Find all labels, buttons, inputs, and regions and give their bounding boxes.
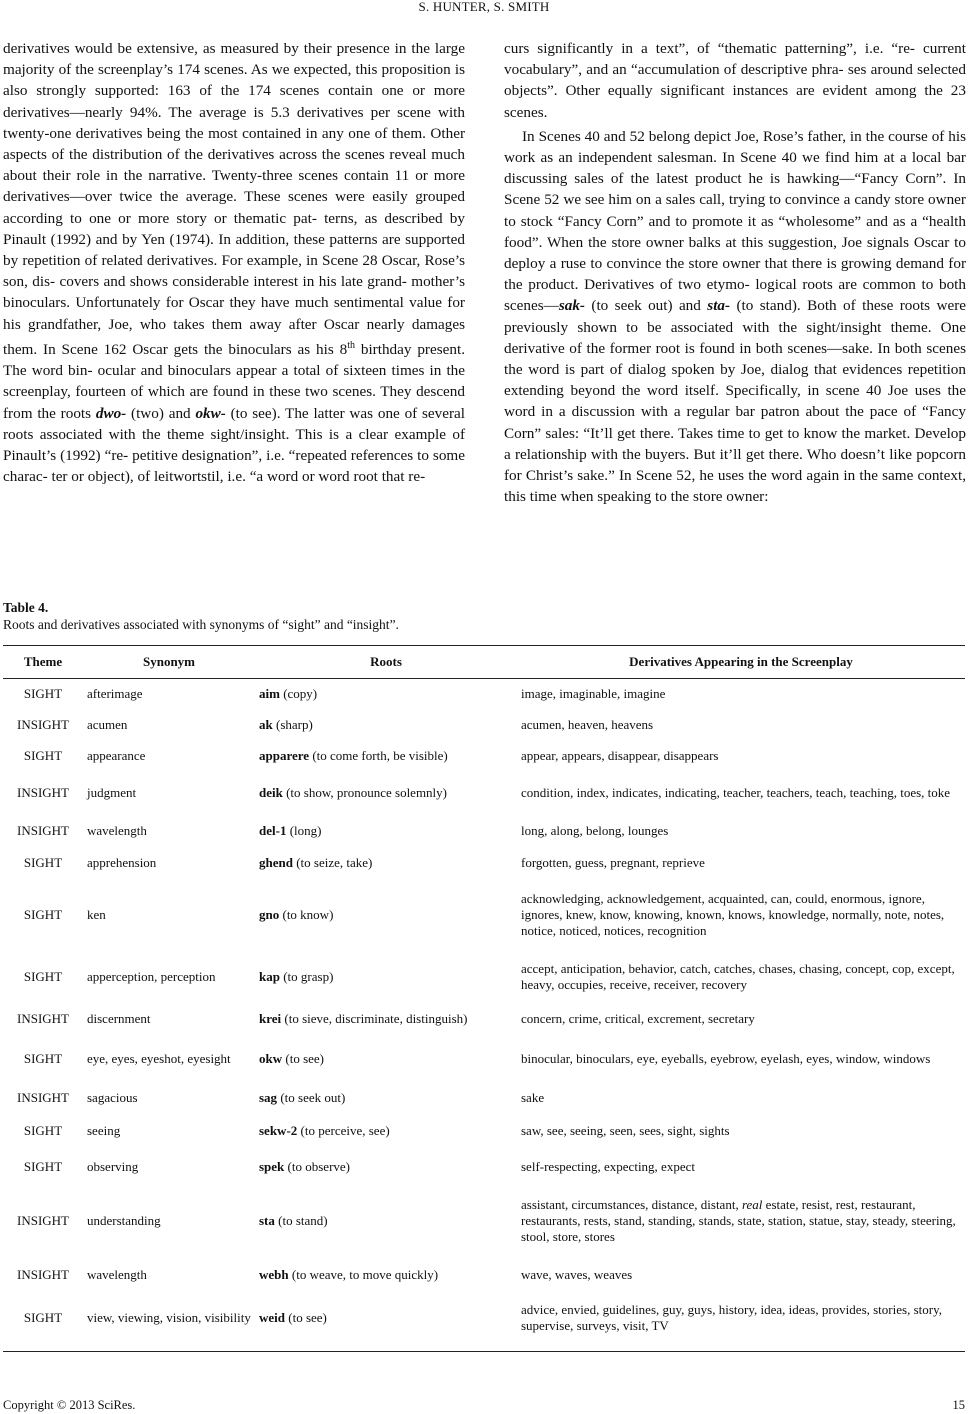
cell-synonym: wavelength	[87, 822, 147, 838]
root-gloss: (to know)	[279, 906, 334, 922]
root-gloss: (to seize, take)	[292, 854, 373, 870]
cell-root	[255, 772, 517, 815]
cell-root	[255, 879, 517, 951]
cell-synonym: apperception, perception	[87, 968, 216, 984]
text-run: (to stand). Both of these roots were previously shown to be associated with the sight/insight theme. One derivative of the former root is found in both scenes—sake. In both scenes the word is part of dialog spoken by Joe, dialog that evidences repetition extending beyond the word itself. Specifically, in scene 40 Joe uses the word in a discussion with a regular bar patron about the pace of “Fancy Corn” sales: “It’ll get there. Takes time to get to know the market. Develop a relationship with the buyers. But it’ll get there. Who doesn’t like popcorn for Christ’s sake.” In Scene 52, he uses the word again in the same context, this time when speaking to the store owner:	[504, 297, 967, 506]
cell-root	[255, 1035, 517, 1083]
cell-theme: SIGHT	[23, 906, 63, 922]
cell-derivatives: wave, waves, weaves	[521, 1266, 633, 1282]
root-gloss: (to see)	[285, 1309, 327, 1325]
root-gloss: (to grasp)	[279, 968, 334, 984]
cell-derivatives: image, imaginable, imagine	[521, 686, 666, 702]
cell-root	[255, 679, 517, 710]
cell-theme: SIGHT	[23, 968, 63, 984]
table-row	[3, 1149, 965, 1185]
table-row	[3, 1113, 965, 1149]
cell-derivatives: advice, envied, guidelines, guy, guys, history, idea, ideas, provides, stories, story, supervise, surveys, visit, TV	[517, 1292, 965, 1352]
table-row	[3, 1083, 965, 1113]
cell-synonym: discernment	[87, 1010, 151, 1026]
cell-theme: INSIGHT	[17, 1213, 69, 1228]
table-number: Table 4.	[3, 600, 49, 615]
text-run: (to seek out) and	[584, 297, 708, 315]
root-term: dwo-	[95, 404, 127, 422]
header-synonym: Synonym	[83, 646, 255, 679]
cell-theme: INSIGHT	[17, 785, 69, 800]
cell-synonym: judgment	[87, 785, 137, 800]
running-header: S. HUNTER, S. SMITH	[418, 0, 550, 14]
root-term: sta-	[707, 297, 731, 315]
cell-root	[255, 741, 517, 772]
cell-synonym: seeing	[87, 1122, 121, 1138]
cell-derivatives: appear, appears, disappear, disappears	[521, 748, 719, 763]
root-gloss: (to stand)	[274, 1213, 328, 1228]
header-roots: Roots	[255, 646, 517, 679]
cell-root	[255, 847, 517, 879]
cell-derivatives: sake	[521, 1089, 545, 1105]
cell-root	[255, 1258, 517, 1292]
table-caption-text: Roots and derivatives associated with synonyms of “sight” and “insight”.	[3, 617, 399, 632]
left-paragraph	[3, 38, 465, 487]
cell-synonym: wavelength	[87, 1266, 147, 1282]
cell-root	[255, 815, 517, 847]
root-term: okw	[259, 1050, 283, 1066]
root-gloss: (to see)	[282, 1050, 324, 1066]
root-gloss: (long)	[286, 822, 322, 838]
italic-word: real	[741, 1197, 763, 1212]
cell-theme: SIGHT	[3, 1292, 83, 1352]
root-term: deik	[259, 785, 283, 800]
table-row	[3, 951, 965, 1003]
table-row	[3, 879, 965, 951]
root-term: apparere	[259, 748, 310, 763]
table-row	[3, 1258, 965, 1292]
cell-root	[255, 1083, 517, 1113]
cell-root	[255, 1113, 517, 1149]
root-term: weid	[259, 1309, 285, 1325]
right-paragraph-1: curs significantly in a text”, of “thematic patterning”, i.e. “re- current vocabulary”, and an “accumulation of descriptive phra- ses around selected objects”. Other equally significant instances are evident among the 23 scenes.	[504, 40, 966, 121]
root-gloss: (sharp)	[272, 717, 313, 732]
text-run: birthday present. The word bin- ocular and binoculars appear a total of sixteen times in the screenplay, fourteen of which are found in these two scenes. They descend from the roots	[3, 340, 465, 422]
table-row	[3, 1185, 965, 1258]
cell-synonym: sagacious	[87, 1089, 138, 1105]
text-run: (two) and	[126, 404, 196, 422]
table-row	[3, 679, 965, 710]
table-row	[3, 1292, 965, 1352]
cell-theme: INSIGHT	[17, 1266, 69, 1282]
root-term: ghend	[259, 854, 293, 870]
root-gloss: (to weave, to move quickly)	[288, 1266, 439, 1282]
root-term: sekw-2	[259, 1122, 298, 1138]
header-theme: Theme	[3, 646, 83, 679]
cell-theme: SIGHT	[23, 1122, 63, 1138]
cell-derivatives: condition, index, indicates, indicating, teacher, teachers, teach, teaching, toes, toke	[521, 785, 951, 800]
table-row	[3, 1003, 965, 1035]
cell-theme: INSIGHT	[17, 1010, 69, 1026]
cell-derivatives: acknowledging, acknowledgement, acquainted, can, could, enormous, ignore, ignores, knew, know, knowing, known, knows, knowledge, normally, note, notes, notice, noticed, notices, recognition	[521, 890, 945, 938]
cell-root	[255, 1292, 517, 1352]
text-run: (to see). The latter was one of several roots associated with the theme sight/insight. This is a clear example of Pinault’s (1992) “re- petitive designation”, i.e. “repeated references to some charac- ter or object), of leitwortstil, i.e. “a word or word root that re-	[3, 404, 466, 486]
cell-derivatives	[517, 1185, 965, 1258]
cell-root	[255, 1149, 517, 1185]
cell-derivatives: accept, anticipation, behavior, catch, catches, chases, chasing, concept, cop, except, heavy, occupies, receive, receiver, recovery	[521, 960, 955, 992]
root-gloss: (to sieve, discriminate, distinguish)	[281, 1010, 468, 1026]
text-run: estate, resist, rest, restaurant, restaurants, rests, stand, standing, stands, state, station, statue, stay, steady, steering, stool, store, stores	[521, 1197, 956, 1244]
cell-theme: INSIGHT	[17, 717, 69, 732]
table-row	[3, 741, 965, 772]
cell-theme: SIGHT	[23, 748, 63, 763]
cell-derivatives: forgotten, guess, pregnant, reprieve	[521, 854, 705, 870]
root-term: del-1	[259, 822, 287, 838]
cell-root	[255, 951, 517, 1003]
copyright: Copyright © 2013 SciRes.	[3, 1398, 136, 1412]
table-row	[3, 847, 965, 879]
cell-synonym: observing	[87, 1158, 139, 1174]
root-term: aim	[259, 686, 280, 702]
table-caption	[3, 599, 399, 633]
superscript: th	[347, 339, 355, 351]
root-gloss: (to come forth, be visible)	[309, 748, 448, 763]
right-column	[504, 38, 966, 507]
cell-root	[255, 710, 517, 741]
page-number: 15	[952, 1398, 965, 1412]
cell-synonym: apprehension	[87, 854, 157, 870]
text-run: In Scenes 40 and 52 belong depict Joe, Rose’s father, in the course of his work as an independent salesman. In Scene 40 we find him at a local bar discussing sales of the latest product he is hawking—“Fancy Corn”. In Scene 52 we see him on a sales call, trying to convince a candy store owner to stock “Fancy Corn” and to promote it as “wholesome” and as a “health food”. When the store owner balks at this suggestion, Joe signals Oscar to deploy a ruse to convince the store owner that there is growing demand for the product. Derivatives of two etymo- logical roots are common to both scenes—	[504, 127, 966, 315]
left-column	[3, 38, 465, 487]
cell-theme: SIGHT	[23, 854, 63, 870]
root-term: sag	[259, 1089, 278, 1105]
cell-synonym: ken	[87, 906, 106, 922]
table-row	[3, 1035, 965, 1083]
root-gloss: (copy)	[279, 686, 318, 702]
cell-synonym: acumen	[87, 717, 128, 732]
root-term: sak-	[558, 297, 585, 315]
cell-derivatives: acumen, heaven, heavens	[521, 717, 654, 732]
cell-derivatives: concern, crime, critical, excrement, secretary	[521, 1010, 755, 1026]
root-term: sta	[259, 1213, 275, 1228]
cell-synonym: view, viewing, vision, visibility	[83, 1292, 255, 1352]
root-gloss: (to perceive, see)	[297, 1122, 390, 1138]
table-row	[3, 815, 965, 847]
cell-derivatives: long, along, belong, lounges	[521, 822, 669, 838]
cell-theme: SIGHT	[23, 686, 63, 702]
table-header-row	[3, 646, 965, 679]
text-run: derivatives would be extensive, as measured by their presence in the large majority of the screenplay’s 174 scenes. As we expected, this proposition is also strongly supported: 163 of the 174 scenes contain one or more derivatives—nearly 94%. The average is 5.3 derivatives per scene with twenty-one derivatives being the most contained in any one of them. Other aspects of the distribution of the derivatives across the scenes reveal much about their role in the narrative. Twenty-three scenes contain 11 or more derivatives—over twice the average. These scenes were easily grouped according to one or more story or thematic pat- terns, as described by Pinault (1992) and by Yen (1974). In addition, these patterns are supported by repetition of related derivatives. For example, in Scene 28 Oscar, Rose’s son, dis- covers and shows considerable interest in his late grand- mother’s binoculars. Unfortunately for Oscar they have much sentimental value for his grandfather, Joe, who takes them away after Oscar nearly damages them. In Scene 162 Oscar gets the binoculars as his 8	[3, 40, 465, 358]
table-row	[3, 772, 965, 815]
table-body	[3, 679, 965, 1352]
cell-synonym: eye, eyes, eyeshot, eyesight	[87, 1050, 231, 1066]
cell-synonym: understanding	[87, 1213, 161, 1228]
roots-table	[3, 645, 965, 1352]
root-gloss: (to observe)	[284, 1158, 350, 1174]
cell-root	[255, 1003, 517, 1035]
root-term: webh	[259, 1266, 289, 1282]
cell-derivatives: saw, see, seeing, seen, sees, sight, sights	[521, 1122, 730, 1138]
cell-theme: SIGHT	[23, 1050, 63, 1066]
cell-synonym: appearance	[87, 748, 146, 763]
root-term: kap	[259, 968, 280, 984]
root-term: okw-	[195, 404, 226, 422]
root-gloss: (to seek out)	[277, 1089, 346, 1105]
root-gloss: (to show, pronounce solemnly)	[282, 785, 448, 800]
root-term: gno	[259, 906, 280, 922]
cell-theme: INSIGHT	[17, 1089, 69, 1105]
cell-theme: INSIGHT	[17, 822, 69, 838]
text-run: assistant, circumstances, distance, distant,	[521, 1197, 742, 1212]
cell-synonym: afterimage	[87, 686, 143, 702]
cell-theme: SIGHT	[23, 1158, 63, 1174]
header-derivatives: Derivatives Appearing in the Screenplay	[517, 646, 965, 679]
cell-derivatives: binocular, binoculars, eye, eyeballs, eyebrow, eyelash, eyes, window, windows	[521, 1050, 931, 1066]
right-paragraph-2	[504, 126, 966, 508]
root-term: spek	[259, 1158, 285, 1174]
root-term: krei	[259, 1010, 282, 1026]
cell-root	[255, 1185, 517, 1258]
table-row	[3, 710, 965, 741]
cell-derivatives: self-respecting, expecting, expect	[521, 1158, 695, 1174]
root-term: ak	[259, 717, 273, 732]
